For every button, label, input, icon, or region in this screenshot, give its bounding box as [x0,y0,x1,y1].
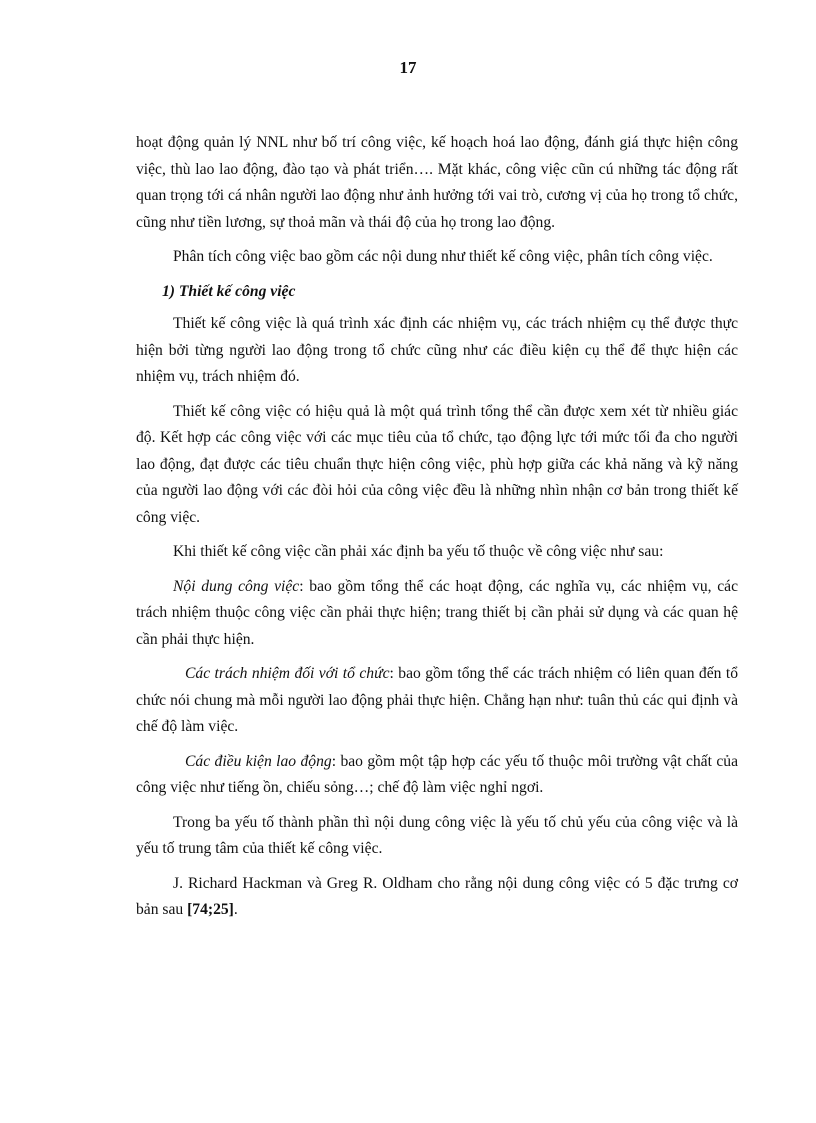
document-body [136,130,738,932]
paragraph-6-text: : bao gồm tổng thể các hoạt động, các nghĩa vụ, các nhiệm vụ, các trách nhiệm thuộc công việc cần phải thực hiện; trang thiết bị cần phải sử dụng và các quan hệ cần phải thực hiện. [136,577,738,648]
paragraph-5: Khi thiết kế công việc cần phải xác định ba yếu tố thuộc về công việc như sau: [173,543,664,560]
paragraph-8-text: : bao gồm một tập hợp các yếu tố thuộc môi trường vật chất của công việc như tiếng ồn, chiếu sỏng…; chế độ làm việc nghỉ ngơi. [136,752,738,796]
paragraph-8 [136,749,738,802]
page-number: 17 [399,58,417,77]
paragraph-7 [136,661,738,741]
paragraph-9: Trong ba yếu tố thành phần thì nội dung công việc là yếu tố chủ yếu của công việc và là yếu tố trung tâm của thiết kế công việc. [136,813,738,857]
term-job-content: Nội dung công việc [173,577,300,595]
paragraph-10-text: J. Richard Hackman và Greg R. Oldham cho rằng nội dung công việc có 5 đặc trưng cơ bản sau [136,874,738,918]
paragraph-10-end: . [233,901,238,918]
paragraph-6 [136,574,738,654]
citation: [74;25] [187,901,234,918]
term-org-responsibilities: Các trách nhiệm đối với tổ chức [185,665,390,682]
paragraph-4: Thiết kế công việc có hiệu quả là một quá trình tổng thể cần được xem xét từ nhiều giác độ. Kết hợp các công việc với các mục tiêu của tổ chức, tạo động lực tới mức tối đa cho người lao động, đạt được các tiêu chuẩn thực hiện công việc, phù hợp giữa các khả năng và kỹ năng của người lao động với các đòi hỏi của công việc đều là những nhìn nhận cơ bản trong thiết kế công việc. [136,402,738,526]
term-work-conditions: Các điều kiện lao động [185,752,332,770]
section-heading: 1) Thiết kế công việc [162,282,296,300]
paragraph-7-text: : bao gồm tổng thể các trách nhiệm có liên quan đến tổ chức nói chung mà mỗi người lao động phải thực hiện. Chẳng hạn như: tuân thủ các qui định và chế độ làm việc. [136,665,738,735]
paragraph-3: Thiết kế công việc là quá trình xác định các nhiệm vụ, các trách nhiệm cụ thể được thực hiện bởi từng người lao động trong tổ chức cũng như các điều kiện cụ thể để thực hiện các nhiệm vụ, trách nhiệm đó. [136,315,738,385]
paragraph-2: Phân tích công việc bao gồm các nội dung như thiết kế công việc, phân tích công việc. [173,248,713,265]
paragraph-1: hoạt động quản lý NNL như bố trí công việc, kế hoạch hoá lao động, đánh giá thực hiện công việc, thù lao lao động, đào tạo và phát triển…. Mặt khác, công việc cũn cú những tác động rất quan trọng tới cá nhân người lao động như ảnh hưởng tới vai trò, cương vị của họ trong tổ chức, cũng như tiền lương, sự thoả mãn và thái độ của họ trong lao động. [136,134,738,231]
paragraph-10 [136,871,738,924]
